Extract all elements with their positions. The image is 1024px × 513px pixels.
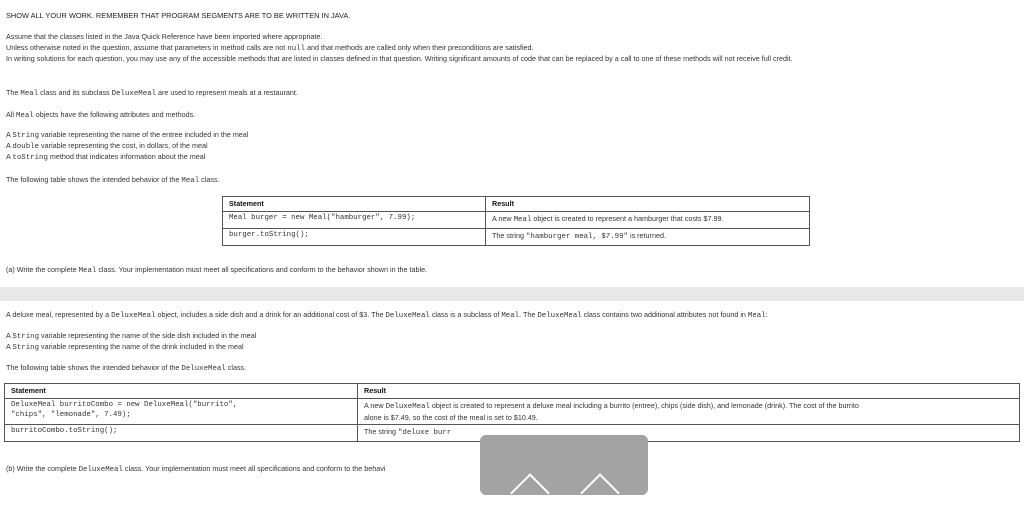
code-fragment: String [12, 132, 40, 140]
text-fragment: The [6, 88, 21, 97]
code-fragment: "deluxe burr [397, 429, 452, 438]
part-a-question [6, 265, 427, 277]
part-a-paragraph-1 [6, 88, 298, 100]
text-fragment: class is a subclass of [429, 310, 502, 319]
intro-line-1: Assume that the classes listed in the Java Quick Reference have been imported where appropriate. [6, 32, 323, 41]
text-fragment: (b) Write the complete [6, 464, 79, 473]
text-fragment: variable representing the name of the drink included in the meal [39, 342, 244, 351]
result-line: alone is $7.49, so the cost of the meal is set to $10.49. [364, 412, 538, 422]
section-divider [0, 287, 1024, 301]
code-fragment: toString [12, 154, 48, 162]
part-a-paragraph-2 [6, 110, 195, 122]
code-fragment: DeluxeMeal [78, 466, 123, 474]
text-fragment: are used to represent meals at a restaurant. [156, 88, 298, 97]
text-fragment: variable representing the name of the entree included in the meal [39, 130, 249, 139]
statement-line: DeluxeMeal burritoCombo = new DeluxeMeal("burrito", [11, 400, 238, 409]
text-fragment: object, includes a side dish and a drink for an additional cost of $3. The [155, 310, 386, 319]
text: Unless otherwise noted in the question, assume that parameters in method calls are not [6, 43, 288, 52]
code-fragment: Meal [78, 267, 97, 275]
text-fragment: object is created to represent a hamburger that costs $7.99. [531, 213, 724, 223]
instructions-header: SHOW ALL YOUR WORK. REMEMBER THAT PROGRAM SEGMENTS ARE TO BE WRITTEN IN JAVA. [6, 11, 351, 20]
statement-cell: burritoCombo.toString(); [5, 425, 358, 442]
code-fragment: DeluxeMeal [385, 402, 430, 411]
code-fragment: double [12, 143, 40, 151]
part-b-question [6, 464, 385, 476]
code-fragment: DeluxeMeal [181, 365, 226, 373]
text-fragment: class. [225, 363, 247, 372]
code-fragment: DeluxeMeal [111, 312, 156, 320]
text-fragment: is returned. [627, 230, 666, 240]
text-fragment: class and its subclass [38, 88, 112, 97]
text-fragment: A new [364, 400, 386, 410]
part-b-paragraph-2 [6, 363, 246, 375]
deluxe-meal-behavior-table [4, 383, 1020, 442]
code-fragment: String [12, 333, 40, 341]
statement-header: Statement [223, 197, 486, 212]
text-fragment: objects have the following attributes and methods. [33, 110, 196, 119]
text-fragment: class contains two additional attributes not found in [581, 310, 748, 319]
result-line [364, 401, 1013, 413]
chevron-right-icon [580, 473, 620, 513]
text-fragment: (a) Write the complete [6, 265, 79, 274]
text-fragment: class. Your implementation must meet all specifications and conform to the behavior shown in the table. [96, 265, 428, 274]
text-fragment: A deluxe meal, represented by a [6, 310, 112, 319]
result-header: Result [486, 197, 810, 212]
text-fragment: object is created to represent a deluxe meal including a burrito (entree), chips (side dish), and lemonade (drink). The cost of the burrito [429, 400, 859, 410]
statement-cell: Meal burger = new Meal("hamburger", 7.99); [223, 211, 486, 228]
table-row [5, 398, 1020, 425]
result-header: Result [358, 384, 1020, 399]
result-cell [358, 425, 1020, 442]
text-fragment: The following table shows the intended behavior of the [6, 175, 182, 184]
text: and that methods are called only when their preconditions are satisfied. [305, 43, 534, 52]
statement-cell [5, 398, 358, 425]
text-fragment: method that indicates information about the meal [47, 152, 206, 161]
text-fragment: A [6, 152, 13, 161]
text-fragment: . The [519, 310, 538, 319]
text-fragment: variable representing the name of the side dish included in the meal [39, 331, 257, 340]
statement-cell: burger.toString(); [223, 228, 486, 245]
code-fragment: Meal [16, 112, 34, 120]
statement-header: Statement [5, 384, 358, 399]
text-fragment: The following table shows the intended behavior of the [6, 363, 182, 372]
statement-line: "chips", "lemonade", 7.49); [11, 410, 131, 419]
code-fragment: "hamburger meal, $7.99" [525, 232, 628, 241]
part-a-paragraph-3 [6, 175, 220, 187]
text-fragment: A [6, 342, 13, 351]
text-fragment: class. Your implementation must meet all specifications and conform to the behavi [122, 464, 386, 473]
text-fragment: variable representing the cost, in dollars, of the meal [39, 141, 208, 150]
code-fragment: Meal [513, 215, 532, 224]
meal-behavior-table [222, 196, 810, 246]
code-fragment: Meal [747, 312, 766, 320]
intro-line-3: In writing solutions for each question, you may use any of the accessible methods that are listed in classes defined in that question. Writing significant amounts of code that can be replaced by a call to one of these methods will not receive full credit. [6, 54, 793, 63]
meal-attribute-tostring [6, 152, 205, 164]
result-cell [358, 398, 1020, 425]
code-fragment: Meal [181, 177, 200, 185]
code-fragment: DeluxeMeal [111, 90, 157, 98]
part-b-paragraph-1 [6, 310, 768, 322]
result-cell [486, 211, 810, 228]
text-fragment: The string [364, 427, 398, 437]
table-row [223, 211, 810, 228]
text-fragment: The string [492, 230, 526, 240]
chevron-left-icon [510, 473, 550, 513]
code-fragment: DeluxeMeal [537, 312, 582, 320]
text-fragment: All [6, 110, 16, 119]
deluxe-attribute-drink [6, 342, 244, 354]
table-header-row [223, 197, 810, 212]
text-fragment: A [6, 331, 13, 340]
code-fragment: Meal [501, 312, 520, 320]
result-cell [486, 228, 810, 245]
code-null: null [287, 45, 306, 53]
code-fragment: String [12, 344, 40, 352]
text-fragment: A [6, 141, 13, 150]
table-header-row [5, 384, 1020, 399]
text-fragment: A new [492, 213, 514, 223]
video-play-overlay[interactable] [480, 435, 648, 495]
code-fragment: Meal [20, 90, 39, 98]
text-fragment: A [6, 130, 13, 139]
text-fragment: : [765, 310, 768, 319]
code-fragment: DeluxeMeal [385, 312, 430, 320]
table-row [223, 228, 810, 245]
text-fragment: class. [199, 175, 220, 184]
